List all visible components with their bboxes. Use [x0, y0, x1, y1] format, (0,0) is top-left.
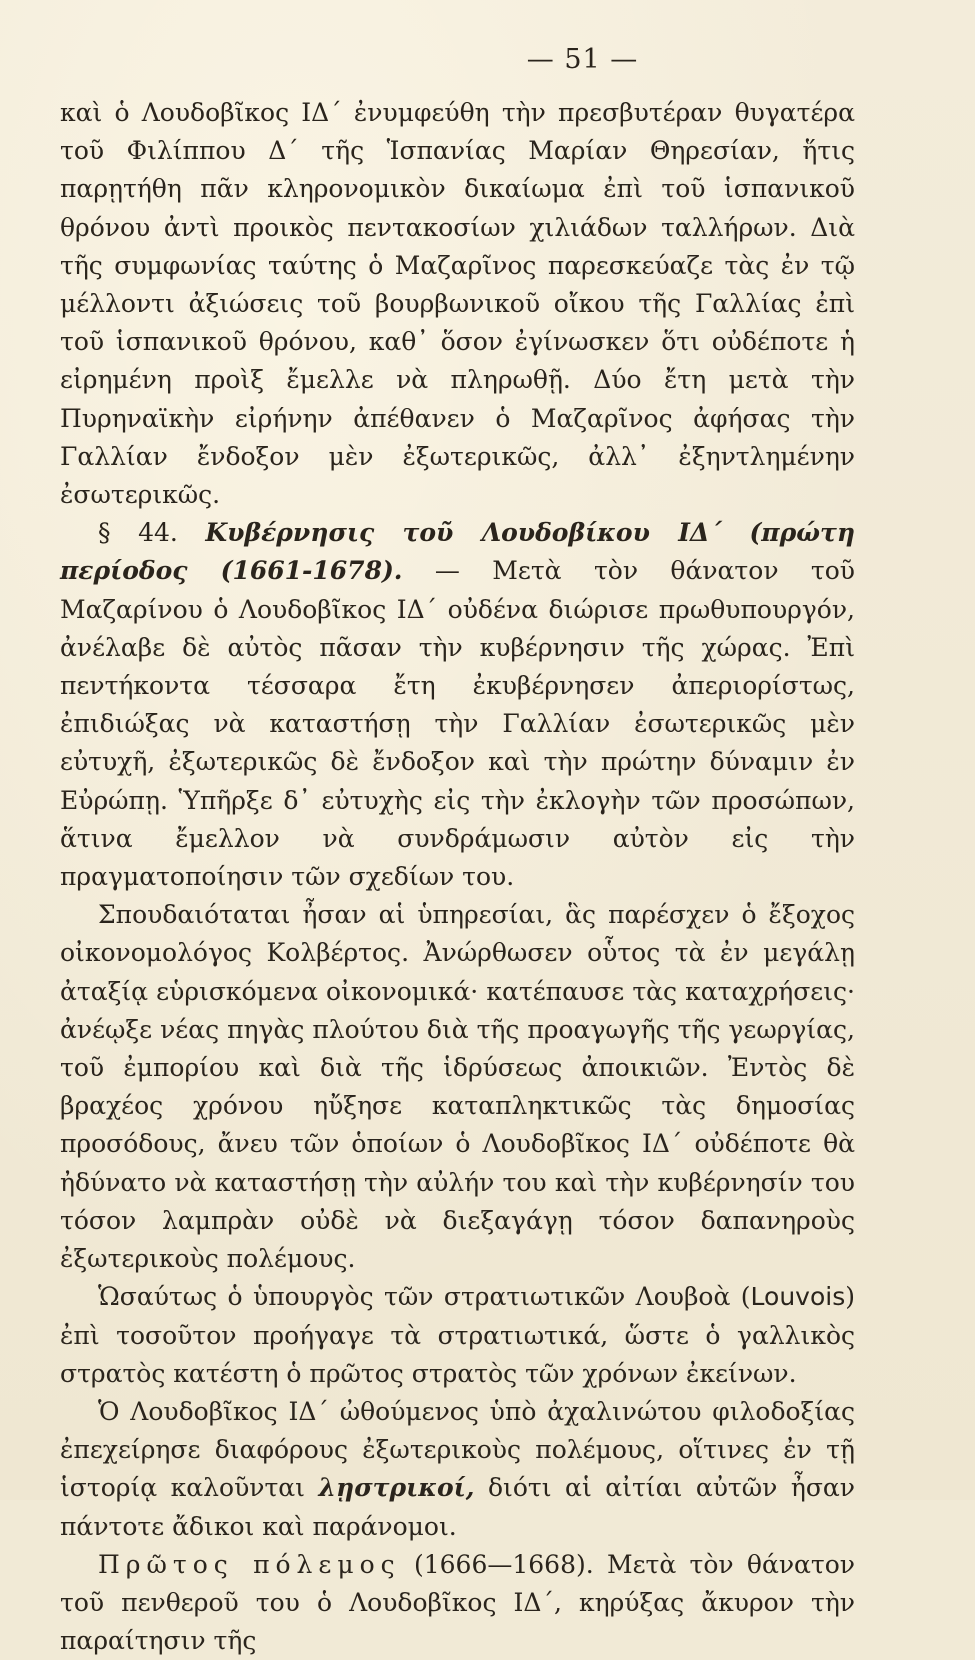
wars-text-b: διότι αἱ αἰτίαι αὐτῶν ἦσαν πάντοτε ἄδικοι καὶ παράνομοι. — [60, 1473, 855, 1541]
paragraph-first-war — [60, 1546, 855, 1660]
first-war-text: (1666—1668). Μετὰ τὸν θάνατον τοῦ πενθεροῦ του ὁ Λουδοβῖκος ΙΔ΄, κηρύξας ἄκυρον τὴν παραίτησιν τῆς — [60, 1549, 856, 1656]
section-number: § 44. — [98, 518, 178, 548]
paragraph-louvois — [60, 1278, 855, 1393]
wars-bold-term: λῃστρικοί, — [318, 1473, 475, 1503]
wars-text-a: Ὁ Λουδοβῖκος ΙΔ΄ ὠθούμενος ὑπὸ ἀχαλινώτου φιλοδοξίας ἐπεχείρησε διαφόρους ἐξωτερικοὺς πολέμους, οἵτινες ἐν τῇ ἱστορίᾳ καλοῦνται — [60, 1396, 855, 1503]
paragraph-section-44 — [60, 514, 855, 896]
paragraph-colbert: Σπουδαιόταται ἦσαν αἱ ὑπηρεσίαι, ἃς παρέσχεν ὁ ἔξοχος οἰκονομολόγος Κολβέρτος. Ἀνώρθωσεν οὗτος τὰ ἐν μεγάλῃ ἀταξίᾳ εὑρισκόμενα οἰκονομικά· κατέπαυσε τὰς καταχρήσεις· ἀνέῳξε νέας πηγὰς πλούτου διὰ τῆς προαγωγῆς τῆς γεωργίας, τοῦ ἐμπορίου καὶ διὰ τῆς ἱδρύσεως ἀποικιῶν. Ἐντὸς δὲ βραχέος χρόνου ηὔξησε καταπληκτικῶς τὰς δημοσίας προσόδους, ἄνευ τῶν ὁποίων ὁ Λουδοβῖκος ΙΔ΄ οὐδέποτε θὰ ἠδύνατο νὰ καταστήσῃ τὴν αὐλήν του καὶ τὴν κυβέρνησίν του τόσον λαμπρὰν οὐδὲ νὰ διεξαγάγῃ τόσον δαπανηροὺς ἐξωτερικοὺς πολέμους. — [60, 900, 855, 1274]
louvois-text-a: Ὡσαύτως ὁ ὑπουργὸς τῶν στρατιωτικῶν Λουβοὰ ( — [98, 1282, 751, 1312]
paragraph-1: καὶ ὁ Λουδοβῖκος ΙΔ΄ ἐνυμφεύθη τὴν πρεσβυτέραν θυγατέρα τοῦ Φιλίππου Δ΄ τῆς Ἱσπανίας Μαρίαν Θηρεσίαν, ἥτις παρῃτήθη πᾶν κληρονομικὸν δικαίωμα ἐπὶ τοῦ ἱσπανικοῦ θρόνου ἀντὶ προικὸς πεντακοσίων χιλιάδων ταλλήρων. Διὰ τῆς συμφωνίας ταύτης ὁ Μαζαρῖνος παρεσκεύαζε τὰς ἐν τῷ μέλλοντι ἀξιώσεις τοῦ βουρβωνικοῦ οἴκου τῆς Γαλλίας ἐπὶ τοῦ ἱσπανικοῦ θρόνου, καθ᾿ ὅσον ἐγίνωσκεν ὅτι οὐδέποτε ἡ εἰρημένη προὶξ ἔμελλε νὰ πληρωθῇ. Δύο ἔτη μετὰ τὴν Πυρηναϊκὴν εἰρήνην ἀπέθανεν ὁ Μαζαρῖνος ἀφήσας τὴν Γαλλίαν ἔνδοξον μὲν ἐξωτερικῶς, ἀλλ᾿ ἐξηντλημένην ἐσωτερικῶς. — [60, 98, 855, 510]
section-text: — Μετὰ τὸν θάνατον τοῦ Μαζαρίνου ὁ Λουδοβῖκος ΙΔ΄ οὐδένα διώρισε πρωθυπουργόν, ἀνέλαβε δὲ αὐτὸς πᾶσαν τὴν κυβέρνησιν τῆς χώρας. Ἐπὶ πεντήκοντα τέσσαρα ἔτη ἐκυβέρνησεν ἀπεριορίστως, ἐπιδιώξας νὰ καταστήσῃ τὴν Γαλλίαν ἐσωτερικῶς μὲν εὐτυχῆ, ἐξωτερικῶς δὲ ἔνδοξον καὶ τὴν πρώτην δύναμιν ἐν Εὐρώπῃ. Ὑπῆρξε δ᾿ εὐτυχὴς εἰς τὴν ἐκλογὴν τῶν προσώπων, ἅτινα ἔμελλον νὰ συνδράμωσιν αὐτὸν εἰς τὴν πραγματοποίησιν τῶν σχεδίων του. — [60, 556, 855, 892]
louvois-text-b: ) ἐπὶ τοσοῦτον προήγαγε τὰ στρατιωτικά, ὥστε ὁ γαλλικὸς στρατὸς κατέστη ὁ πρῶτος στρατὸς τῶν χρόνων ἐκείνων. — [60, 1282, 855, 1388]
section-subheading: (πρώτη περίοδος (1661-1678). — [60, 518, 855, 586]
section-heading: Κυβέρνησις τοῦ Λουδοβίκου ΙΔ΄ — [205, 518, 722, 548]
page-number: — 51 — — [526, 44, 639, 75]
page-body — [60, 94, 855, 1660]
louvois-latin-name: Louvois — [750, 1282, 846, 1312]
first-war-heading: Πρῶτος πόλεμος — [98, 1549, 401, 1579]
paragraph-wars — [60, 1393, 855, 1546]
